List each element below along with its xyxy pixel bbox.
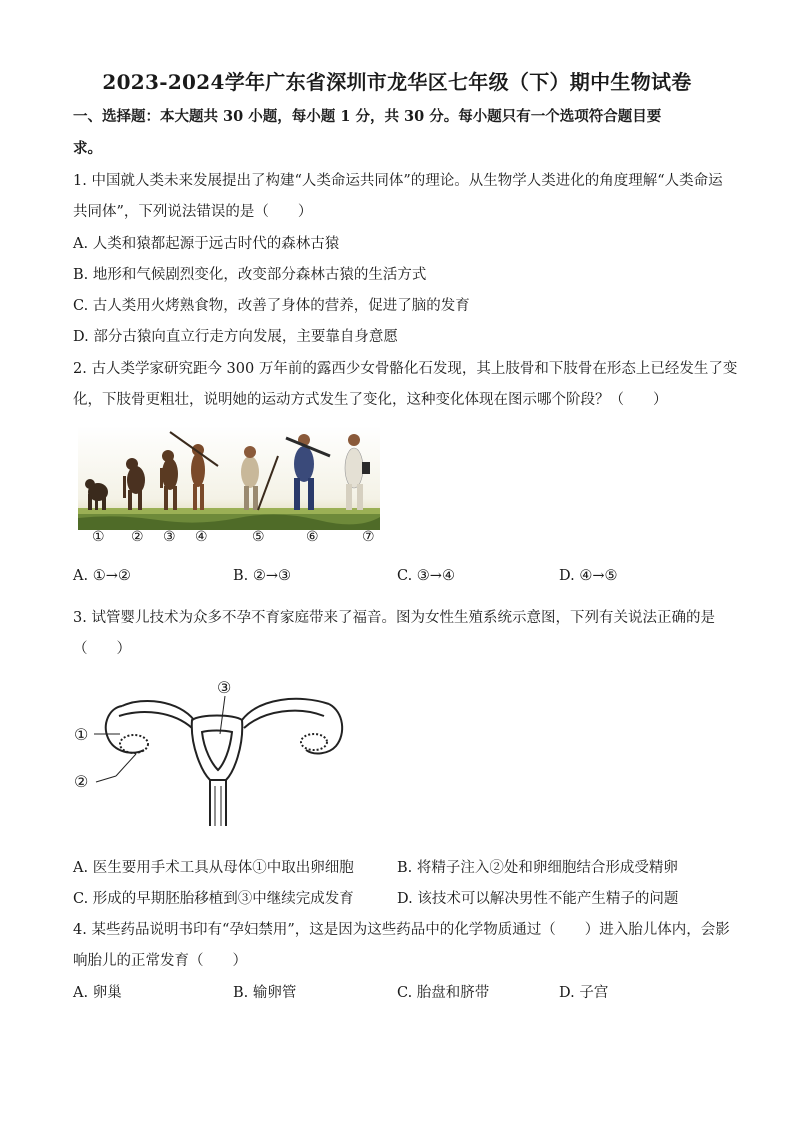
- q1-option-b: B. 地形和气候剧烈变化，改变部分森林古猿的生活方式: [73, 267, 427, 283]
- q1-option-a: A. 人类和猿都起源于远古时代的森林古猿: [73, 236, 340, 252]
- q4-stem-line2: 响胎儿的正常发育（ ）: [73, 953, 247, 969]
- q2-option-a: A. ①→②: [73, 568, 131, 584]
- q3-option-d: D. 该技术可以解决男性不能产生精子的问题: [397, 891, 679, 907]
- q4-option-a: A. 卵巢: [73, 985, 122, 1001]
- section-header-line1: 一、选择题：本大题共 30 小题，每小题 1 分，共 30 分。每小题只有一个选项符合题目要: [73, 108, 662, 125]
- q4-stem-line1: 4. 某些药品说明书印有“孕妇禁用”，这是因为这些药品中的化学物质通过（ ）进入胎儿体内，会影: [73, 922, 730, 938]
- q2-stem-line1: 2. 古人类学家研究距今 300 万年前的露西少女骨骼化石发现，其上肢骨和下肢骨在形态上已经发生了变: [73, 361, 738, 377]
- q3-option-c: C. 形成的早期胚胎移植到③中继续完成发育: [73, 891, 354, 907]
- q3-stem-line2: （ ）: [73, 641, 131, 657]
- q2-option-b: B. ②→③: [233, 568, 292, 584]
- reproductive-label-2: ②: [74, 772, 89, 791]
- q1-option-c: C. 古人类用火烤熟食物，改善了身体的营养，促进了脑的发育: [73, 298, 470, 314]
- reproductive-label-1: ①: [74, 725, 89, 744]
- q1-stem-line1: 1. 中国就人类未来发展提出了构建“人类命运共同体”的理论。从生物学人类进化的角度理解“人类命运: [73, 173, 723, 189]
- q2-option-c: C. ③→④: [397, 568, 455, 584]
- reproductive-figure: [74, 676, 364, 836]
- reproductive-label-3: ③: [217, 678, 232, 697]
- evolution-illustration: [78, 426, 380, 530]
- q3-option-a: A. 医生要用手术工具从母体①中取出卵细胞: [73, 860, 354, 876]
- evolution-label-4: ④: [195, 529, 208, 545]
- q2-option-d: D. ④→⑤: [559, 568, 618, 584]
- evolution-label-3: ③: [163, 529, 176, 545]
- page-title: 2023-2024学年广东省深圳市龙华区七年级（下）期中生物试卷: [102, 70, 692, 94]
- evolution-label-2: ②: [131, 529, 144, 545]
- evolution-label-1: ①: [92, 529, 105, 545]
- female-reproductive-diagram: [74, 676, 364, 836]
- evolution-label-6: ⑥: [306, 529, 319, 545]
- q3-option-b: B. 将精子注入②处和卵细胞结合形成受精卵: [397, 860, 678, 876]
- evolution-label-7: ⑦: [362, 529, 375, 545]
- q4-option-b: B. 输卵管: [233, 985, 297, 1001]
- q2-stem-line2: 化，下肢骨更粗壮，说明她的运动方式发生了变化，这种变化体现在图示哪个阶段？（ ）: [73, 392, 668, 408]
- q3-stem-line1: 3. 试管婴儿技术为众多不孕不育家庭带来了福音。图为女性生殖系统示意图，下列有关说法正确的是: [73, 610, 715, 626]
- q1-stem-line2: 共同体”，下列说法错误的是（ ）: [73, 204, 313, 220]
- q4-option-d: D. 子宫: [559, 985, 609, 1001]
- evolution-figure: [78, 426, 380, 530]
- section-header-line2: 求。: [73, 140, 102, 157]
- q4-option-c: C. 胎盘和脐带: [397, 985, 490, 1001]
- q1-option-d: D. 部分古猿向直立行走方向发展，主要靠自身意愿: [73, 329, 398, 345]
- evolution-label-5: ⑤: [252, 529, 265, 545]
